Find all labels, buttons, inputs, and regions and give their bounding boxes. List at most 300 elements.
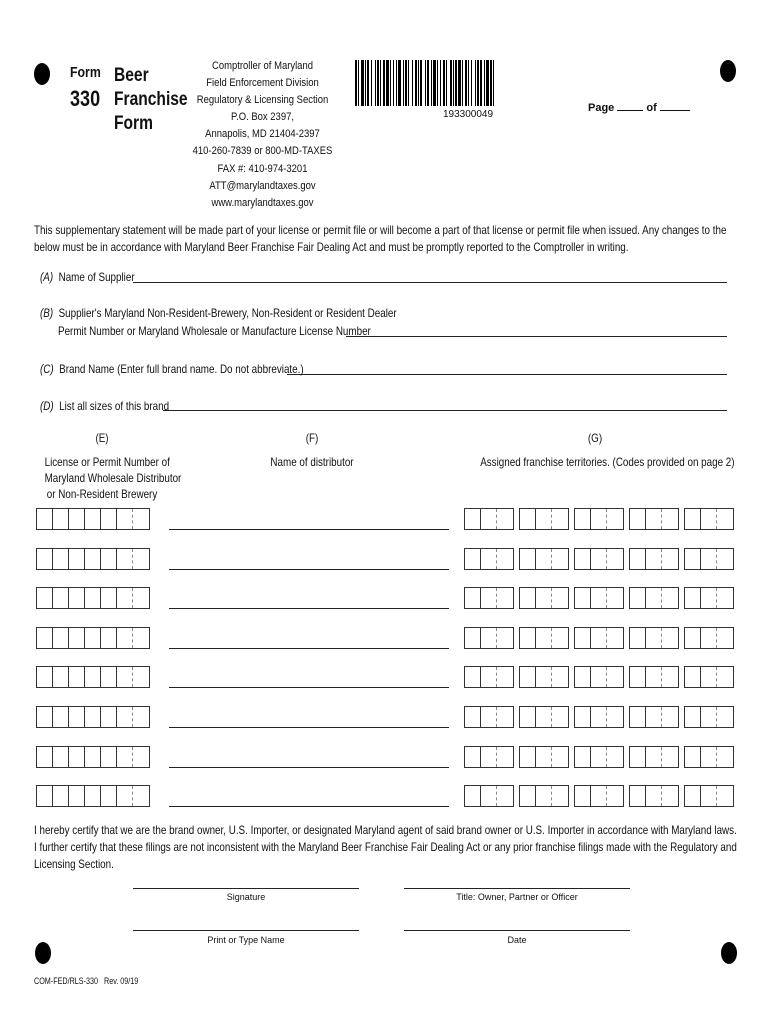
char-box[interactable] [497,707,513,727]
char-box[interactable] [85,667,101,687]
char-box[interactable] [701,588,717,608]
territory-code-boxes[interactable] [684,666,734,688]
char-box[interactable] [465,667,481,687]
page-label: Page [588,102,615,114]
territory-code-boxes[interactable] [629,746,679,768]
char-box[interactable] [646,509,662,529]
char-box[interactable] [53,549,69,569]
license-number-boxes[interactable] [36,706,150,728]
title-label: Title: Owner, Partner or Officer [456,892,578,902]
license-number-boxes[interactable] [36,746,150,768]
char-box[interactable] [701,707,717,727]
char-box[interactable] [685,549,701,569]
char-box[interactable] [701,747,717,767]
territory-code-boxes[interactable] [684,746,734,768]
char-box[interactable] [101,667,117,687]
char-box[interactable] [53,667,69,687]
certification-text [34,822,738,873]
char-box[interactable] [552,628,568,648]
agency-line: Comptroller of Maryland [212,60,313,72]
char-box[interactable] [481,667,497,687]
char-box[interactable] [536,628,552,648]
territory-code-boxes[interactable] [629,548,679,570]
char-box[interactable] [133,747,149,767]
char-box[interactable] [701,786,717,806]
intro-text [34,222,739,256]
char-box[interactable] [552,747,568,767]
char-box[interactable] [717,628,733,648]
char-box[interactable] [101,747,117,767]
form-word: Form [70,64,101,81]
char-box[interactable] [662,588,678,608]
char-box[interactable] [536,588,552,608]
char-box[interactable] [53,509,69,529]
char-box[interactable] [101,707,117,727]
distributor-name-field[interactable] [169,727,449,728]
column-g-header [455,430,735,470]
char-box[interactable] [717,588,733,608]
char-box[interactable] [101,509,117,529]
territory-code-boxes[interactable] [629,587,679,609]
char-box[interactable] [717,549,733,569]
char-box[interactable] [591,509,607,529]
char-box[interactable] [133,667,149,687]
char-box[interactable] [607,667,623,687]
char-box[interactable] [575,588,591,608]
char-box[interactable] [717,747,733,767]
char-box[interactable] [607,549,623,569]
license-number-boxes[interactable] [36,666,150,688]
char-box[interactable] [575,707,591,727]
field-b-text: Supplier's Maryland Non-Resident-Brewery, Non-Resident or Resident Dealer [58,306,397,320]
char-box[interactable] [53,707,69,727]
char-box[interactable] [37,786,53,806]
char-box[interactable] [520,588,536,608]
char-box[interactable] [646,786,662,806]
territory-code-boxes[interactable] [464,785,514,807]
license-number-boxes[interactable] [36,785,150,807]
char-box[interactable] [481,707,497,727]
column-f-text: Name of distributor [270,455,354,469]
char-box[interactable] [117,747,133,767]
char-box[interactable] [685,509,701,529]
char-box[interactable] [630,747,646,767]
form-title [114,64,188,136]
form-title-line-3: Form [114,113,153,134]
char-box[interactable] [552,509,568,529]
registration-mark-top-left [34,63,50,85]
char-box[interactable] [520,667,536,687]
agency-address [180,58,345,212]
char-box[interactable] [465,628,481,648]
char-box[interactable] [552,549,568,569]
char-box[interactable] [117,588,133,608]
char-box[interactable] [685,628,701,648]
field-a-letter: (A) [40,270,54,284]
char-box[interactable] [37,588,53,608]
print-name-field[interactable] [133,930,359,931]
char-box[interactable] [117,628,133,648]
registration-mark-top-right [720,60,736,82]
char-box[interactable] [591,588,607,608]
char-box[interactable] [37,667,53,687]
char-box[interactable] [85,786,101,806]
char-box[interactable] [591,747,607,767]
distributor-name-field[interactable] [169,687,449,688]
agency-line: Field Enforcement Division [206,77,319,90]
territory-code-boxes[interactable] [519,666,569,688]
char-box[interactable] [37,707,53,727]
title-field[interactable] [404,888,630,889]
field-c-text: Brand Name (Enter full brand name. Do not abbreviate.) [59,362,304,376]
territory-code-boxes[interactable] [519,508,569,530]
char-box[interactable] [685,786,701,806]
agency-line: Annapolis, MD 21404-2397 [205,128,320,141]
column-e-line: Maryland Wholesale Distributor [44,471,182,485]
column-e-letter: (E) [95,431,109,445]
char-box[interactable] [69,707,85,727]
char-box[interactable] [662,747,678,767]
char-box[interactable] [717,667,733,687]
char-box[interactable] [465,707,481,727]
char-box[interactable] [101,786,117,806]
distributor-name-field[interactable] [169,806,449,807]
field-a-text: Name of Supplier [58,270,135,284]
char-box[interactable] [69,549,85,569]
char-box[interactable] [117,707,133,727]
char-box[interactable] [662,707,678,727]
territory-code-boxes[interactable] [574,746,624,768]
char-box[interactable] [575,549,591,569]
char-box[interactable] [117,667,133,687]
char-box[interactable] [37,628,53,648]
territory-code-boxes[interactable] [684,508,734,530]
char-box[interactable] [701,549,717,569]
of-label: of [646,102,657,114]
char-box[interactable] [520,549,536,569]
char-box[interactable] [591,628,607,648]
char-box[interactable] [497,667,513,687]
char-box[interactable] [607,786,623,806]
char-box[interactable] [481,786,497,806]
territory-code-boxes[interactable] [464,548,514,570]
char-box[interactable] [607,588,623,608]
char-box[interactable] [85,588,101,608]
page-number-field[interactable] [617,110,643,111]
char-box[interactable] [520,628,536,648]
territory-code-boxes[interactable] [629,508,679,530]
char-box[interactable] [481,509,497,529]
char-box[interactable] [536,509,552,529]
territory-code-boxes[interactable] [629,627,679,649]
char-box[interactable] [497,747,513,767]
char-box[interactable] [133,707,149,727]
char-box[interactable] [101,549,117,569]
char-box[interactable] [53,747,69,767]
agency-line: www.marylandtaxes.gov [211,196,314,209]
char-box[interactable] [85,707,101,727]
char-box[interactable] [133,549,149,569]
char-box[interactable] [536,786,552,806]
char-box[interactable] [536,549,552,569]
form-code-text: COM-FED/RLS-330 [34,976,99,986]
field-b-label [40,306,397,320]
form-number: 330 [70,86,101,111]
char-box[interactable] [497,628,513,648]
char-box[interactable] [69,588,85,608]
char-box[interactable] [575,747,591,767]
registration-mark-bottom-right [721,942,737,964]
column-g-text: Assigned franchise territories. (Codes provided on page 2) [480,455,735,469]
column-f-letter: (F) [305,431,319,445]
territory-code-boxes[interactable] [519,785,569,807]
agency-line: 410-260-7839 or 800-MD-TAXES [192,145,333,158]
char-box[interactable] [465,588,481,608]
barcode-number: 193300049 [443,109,494,120]
char-box[interactable] [536,667,552,687]
territory-code-boxes[interactable] [464,508,514,530]
char-box[interactable] [575,628,591,648]
char-box[interactable] [630,786,646,806]
char-box[interactable] [591,707,607,727]
territory-code-boxes[interactable] [684,627,734,649]
territory-code-boxes[interactable] [519,548,569,570]
territory-code-boxes[interactable] [574,508,624,530]
char-box[interactable] [717,509,733,529]
char-box[interactable] [85,747,101,767]
char-box[interactable] [69,509,85,529]
territory-code-boxes[interactable] [464,706,514,728]
char-box[interactable] [591,667,607,687]
char-box[interactable] [662,509,678,529]
territory-code-boxes[interactable] [574,548,624,570]
field-b-label-2: Permit Number or Maryland Wholesale or Manufacture License Number [58,324,371,338]
char-box[interactable] [37,747,53,767]
form-title-line-2: Franchise [114,89,188,110]
column-e-line: or Non-Resident Brewery [46,487,158,501]
char-box[interactable] [520,747,536,767]
char-box[interactable] [662,667,678,687]
char-box[interactable] [646,588,662,608]
char-box[interactable] [520,786,536,806]
char-box[interactable] [101,628,117,648]
territory-code-boxes[interactable] [574,666,624,688]
char-box[interactable] [646,747,662,767]
form-revision: Rev. 09/19 [104,976,139,986]
char-box[interactable] [53,628,69,648]
license-number-boxes[interactable] [36,627,150,649]
char-box[interactable] [53,588,69,608]
territory-code-boxes[interactable] [574,706,624,728]
char-box[interactable] [552,667,568,687]
field-c-letter: (C) [40,362,54,376]
territory-code-boxes[interactable] [519,627,569,649]
char-box[interactable] [552,588,568,608]
char-box[interactable] [536,707,552,727]
char-box[interactable] [607,747,623,767]
char-box[interactable] [685,707,701,727]
char-box[interactable] [69,628,85,648]
char-box[interactable] [607,707,623,727]
char-box[interactable] [133,628,149,648]
column-e-line: License or Permit Number of [44,455,170,469]
char-box[interactable] [481,549,497,569]
char-box[interactable] [53,786,69,806]
char-box[interactable] [701,667,717,687]
field-b-letter: (B) [40,306,54,320]
territory-code-boxes[interactable] [464,627,514,649]
char-box[interactable] [117,786,133,806]
form-title-line-1: Beer [114,65,149,86]
column-f-header [232,430,392,470]
char-box[interactable] [685,588,701,608]
char-box[interactable] [646,707,662,727]
field-d-label [40,399,169,413]
char-box[interactable] [607,509,623,529]
char-box[interactable] [465,509,481,529]
license-number-boxes[interactable] [36,508,150,530]
certification-text-content: I hereby certify that we are the brand owner, U.S. Importer, or designated Maryland agent of said brand owner or U.S. Importer in accordance with Maryland laws. I further certify that these filings are not inconsistent with the Maryland Beer Franchise Fair Dealing Act or any prior franchise filings made with the Regulatory and Licensing Section. [34,823,737,871]
char-box[interactable] [552,707,568,727]
permit-number-field[interactable] [346,336,727,337]
form-code [34,976,138,986]
char-box[interactable] [497,509,513,529]
territory-code-boxes[interactable] [629,666,679,688]
territory-code-boxes[interactable] [629,706,679,728]
char-box[interactable] [465,747,481,767]
date-label: Date [507,935,527,945]
char-box[interactable] [717,707,733,727]
territory-code-boxes[interactable] [684,785,734,807]
char-box[interactable] [497,549,513,569]
char-box[interactable] [85,509,101,529]
char-box[interactable] [552,786,568,806]
print-name-label: Print or Type Name [207,935,285,945]
brand-sizes-field[interactable] [163,410,727,411]
char-box[interactable] [85,549,101,569]
agency-line: Regulatory & Licensing Section [196,94,329,107]
char-box[interactable] [117,549,133,569]
territory-code-boxes[interactable] [464,587,514,609]
brand-name-field[interactable] [287,374,727,375]
agency-line: ATT@marylandtaxes.gov [209,179,316,192]
char-box[interactable] [685,667,701,687]
char-box[interactable] [133,509,149,529]
field-a-label [40,270,135,284]
char-box[interactable] [607,628,623,648]
territory-code-boxes[interactable] [684,706,734,728]
char-box[interactable] [536,747,552,767]
distributor-name-field[interactable] [169,767,449,768]
territory-code-boxes[interactable] [519,587,569,609]
registration-mark-bottom-left [35,942,51,964]
char-box[interactable] [701,628,717,648]
agency-line: P.O. Box 2397, [231,111,294,124]
char-box[interactable] [630,549,646,569]
char-box[interactable] [646,628,662,648]
char-box[interactable] [85,628,101,648]
char-box[interactable] [575,667,591,687]
distributor-name-field[interactable] [169,569,449,570]
char-box[interactable] [591,549,607,569]
char-box[interactable] [646,549,662,569]
char-box[interactable] [662,628,678,648]
territory-code-boxes[interactable] [519,746,569,768]
territory-code-boxes[interactable] [464,666,514,688]
char-box[interactable] [575,786,591,806]
char-box[interactable] [481,747,497,767]
char-box[interactable] [575,509,591,529]
territory-code-boxes[interactable] [684,587,734,609]
page-indicator [588,102,690,114]
agency-line: FAX #: 410-974-3201 [217,162,308,175]
distributor-name-field[interactable] [169,608,449,609]
page-total-field[interactable] [660,110,690,111]
territory-code-boxes[interactable] [629,785,679,807]
field-c-label [40,362,304,376]
char-box[interactable] [69,747,85,767]
char-box[interactable] [37,509,53,529]
territory-code-boxes[interactable] [574,587,624,609]
char-box[interactable] [497,786,513,806]
char-box[interactable] [117,509,133,529]
barcode-gap [494,60,496,106]
char-box[interactable] [69,667,85,687]
distributor-name-field[interactable] [169,529,449,530]
char-box[interactable] [630,667,646,687]
char-box[interactable] [133,786,149,806]
char-box[interactable] [662,786,678,806]
license-number-boxes[interactable] [36,587,150,609]
territory-code-boxes[interactable] [574,627,624,649]
char-box[interactable] [520,707,536,727]
char-box[interactable] [481,628,497,648]
signature-field[interactable] [133,888,359,889]
char-box[interactable] [520,509,536,529]
char-box[interactable] [630,509,646,529]
char-box[interactable] [101,588,117,608]
intro-text-content: This supplementary statement will be made part of your license or permit file or will become a part of that license or permit file when issued. Any changes to the below must be in accordance with Maryland Beer Franchise Fair Dealing Act and must be promptly reported to the Comptroller in writing. [34,223,727,254]
char-box[interactable] [685,747,701,767]
char-box[interactable] [69,786,85,806]
territory-code-boxes[interactable] [574,785,624,807]
territory-code-boxes[interactable] [519,706,569,728]
column-g-letter: (G) [587,431,603,445]
char-box[interactable] [465,786,481,806]
char-box[interactable] [630,707,646,727]
char-box[interactable] [717,786,733,806]
territory-code-boxes[interactable] [684,548,734,570]
char-box[interactable] [630,628,646,648]
char-box[interactable] [646,667,662,687]
char-box[interactable] [701,509,717,529]
char-box[interactable] [465,549,481,569]
char-box[interactable] [133,588,149,608]
territory-code-boxes[interactable] [464,746,514,768]
date-field[interactable] [404,930,630,931]
supplier-name-field[interactable] [133,282,727,283]
distributor-name-field[interactable] [169,648,449,649]
char-box[interactable] [591,786,607,806]
char-box[interactable] [630,588,646,608]
signature-label: Signature [226,892,266,902]
char-box[interactable] [662,549,678,569]
barcode-image [355,60,496,106]
char-box[interactable] [37,549,53,569]
license-number-boxes[interactable] [36,548,150,570]
char-box[interactable] [497,588,513,608]
char-box[interactable] [481,588,497,608]
